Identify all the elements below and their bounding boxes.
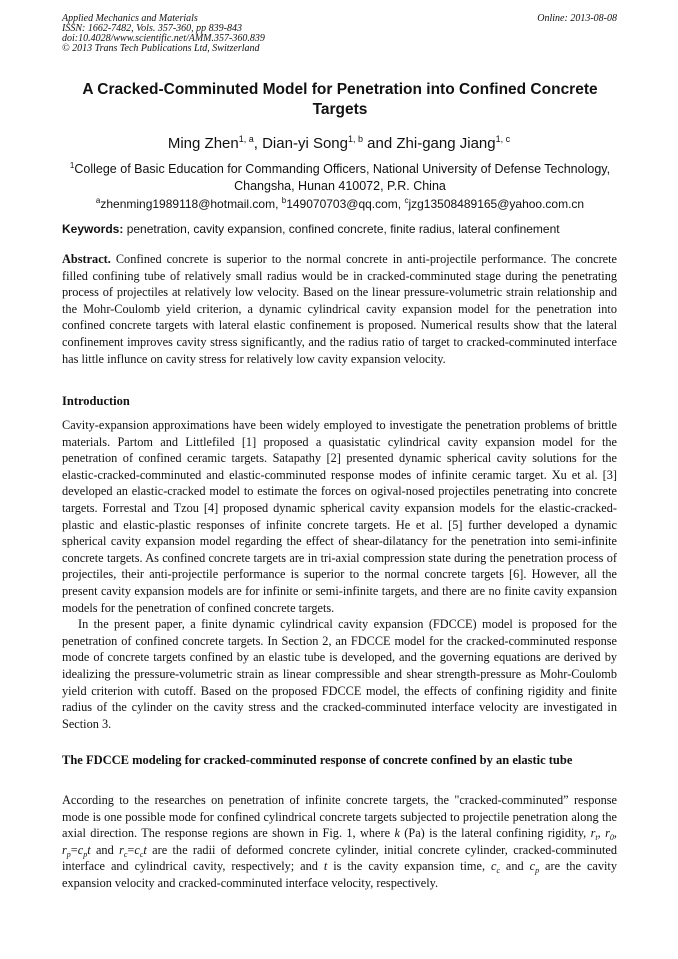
- symbol-rt: $r_t$: [590, 826, 598, 843]
- keywords-label: Keywords:: [62, 222, 124, 236]
- paragraph: According to the researches on penetration of infinite concrete targets, the "cracked-comminuted” response mode is one possible mode for confined cylindrical concrete targets subjected to projectile penetration along the axial direction. The response regions are shown in Fig. 1, where k (Pa) is the lateral confining rigidity, $r_t$, $r_0$, $r_p=c_pt$ and $r_c=c_ct$ are the radii of deformed concrete cylinder, initial concrete cylinder, cracked-comminuted interface and cylindrical cavity, respectively; and t is the cavity expansion time, $c_c$ and $c_p$ are the cavity expansion velocity and cracked-comminuted interface velocity, respectively.: [62, 793, 617, 890]
- text-run: According to the researches on penetration of infinite concrete targets, the "cracked-comminuted” response mode is one possible mode for confined cylindrical concrete targets subjected to projectile penetration along the axial direction. The response regions are shown in Fig. 1, where: [62, 793, 617, 841]
- email-sup: c: [404, 196, 409, 205]
- symbol-cc: $c_c$: [490, 859, 500, 876]
- symbol-cpt: $c_pt$: [77, 842, 91, 859]
- email-sup: b: [281, 196, 287, 205]
- text-run: (Pa) is the lateral confining rigidity,: [399, 826, 591, 841]
- email-link[interactable]: 149070703@qq.com,: [286, 197, 405, 211]
- author-list: [0, 130, 678, 153]
- author-name: Zhi-gang Jiang: [396, 135, 496, 152]
- keywords-text: penetration, cavity expansion, confined concrete, finite radius, lateral confinement: [123, 222, 560, 236]
- author-name: Dian-yi Song: [262, 135, 348, 152]
- symbol-t: t: [323, 859, 328, 874]
- symbol-k: k: [394, 826, 400, 841]
- text-run: are the cavity expansion velocity and cracked-comminuted interface velocity, respectively.: [62, 859, 617, 890]
- journal-name: Applied Mechanics and Materials: [62, 13, 198, 24]
- section-heading-introduction: Introduction: [62, 394, 130, 408]
- section-heading-fdcce: The FDCCE modeling for cracked-comminuted response of concrete confined by an elastic tube: [62, 753, 573, 767]
- author-sup: 1, a: [238, 134, 254, 144]
- affiliation: [60, 157, 620, 195]
- affiliation-line: Changsha, Hunan 410072, P.R. China: [234, 179, 446, 193]
- section-fdcce-body: [62, 792, 617, 892]
- introduction-body: [62, 417, 617, 732]
- keywords: [62, 221, 617, 237]
- abstract-text: Confined concrete is superior to the normal concrete in anti-projectile performance. The concrete filled confining tube of relatively small radius would be in cracked-comminuted stage during the penetrating process of projectiles at relatively low velocity. Based on the linear pressure-volumetric strain relationship and the Mohr-Coulomb yield criterion, a dynamic cylindrical cavity expansion model for the penetration into confined concrete targets with lateral elastic confinement is proposed. Numerical results show that the lateral confinement improves cavity stress significantly, and the radius ratio of target to cracked-comminuted interface has little influnce on cavity stress for relatively low cavity expansion velocity.: [62, 252, 617, 366]
- paragraph: Cavity-expansion approximations have been widely employed to investigate the penetration problems of brittle materials. Partom and Littlefiled [1] proposed a quasistatic cylindrical cavity expansion model for the penetration of confined ceramic targets. Satapathy [2] presented dynamic spherical cavity solutions for the elastic-cracked-comminuted and elastic-comminuted response modes of infinite ceramic target. Xu et al. [3] developed an elastic-cracked model to estimate the forces on ogival-nosed projectiles penetrating into concrete targets. Forrestal and Tzou [4] proposed dynamic spherical cavity expansion models for the elastic-cracked-plastic and elastic-plastic responses of infinite concrete targets. He et al. [5] further developed a dynamic spherical cavity expansion model regarding the effect of shear-dilatancy for the penetration into semi-infinite concrete targets. As confined concrete targets are in tri-axial compression state during the penetration process of projectiles, their anti-projectile performance is superior to the normal concrete targets [6]. However, all the present cavity expansion models are for infinite or semi-infinite targets, and there are no finite cavity expansion models for the penetration of confined concrete targets.: [62, 418, 617, 615]
- author-separator: and: [363, 135, 397, 152]
- author-sup: 1, b: [347, 134, 363, 144]
- abstract: [62, 251, 617, 367]
- affiliation-sup: 1: [69, 161, 75, 170]
- email-sup: a: [95, 196, 101, 205]
- email-link[interactable]: jzg13508489165@yahoo.com.cn: [408, 197, 585, 211]
- abstract-label: Abstract.: [62, 252, 111, 266]
- affiliation-line: [60, 157, 620, 178]
- author-separator: ,: [253, 135, 263, 152]
- symbol-rc: $r_c$: [119, 842, 128, 859]
- paragraph: In the present paper, a finite dynamic cylindrical cavity expansion (FDCCE) model is proposed for the penetration of confined concrete targets. In Section 2, an FDCCE model for the cracked-comminuted response mode of concrete targets confined by an elastic tube is developed, and the governing equations are derived by idealizing the pressure-volumetric strain as linear compressible and shear strength-pressure as Mohr-Coulomb yield criterion with cutoff. Based on the proposed FDCCE model, the effects of confining rigidity and finite radius of the cylinder on the cavity stress and the cracked-comminuted interface velocity are investigated in Section 3.: [62, 617, 617, 731]
- online-date: Online: 2013-08-08: [537, 13, 617, 24]
- email-list: [60, 193, 620, 212]
- journal-copyright: © 2013 Trans Tech Publications Ltd, Switzerland: [62, 43, 260, 54]
- journal-doi: doi:10.4028/www.scientific.net/AMM.357-360.839: [62, 33, 265, 44]
- text-run: is the cavity expansion time,: [327, 859, 491, 874]
- affiliation-text: College of Basic Education for Commanding Officers, National University of Defense Technology,: [74, 162, 611, 176]
- symbol-rp: $r_p$: [62, 842, 71, 859]
- email-link[interactable]: zhenming1989118@hotmail.com,: [100, 197, 282, 211]
- symbol-cct: $c_ct$: [134, 842, 147, 859]
- journal-issn: ISSN: 1662-7482, Vols. 357-360, pp 839-843: [62, 23, 242, 34]
- author-sup: 1, c: [495, 134, 511, 144]
- symbol-cp: $c_p$: [529, 859, 540, 876]
- text-run: are the radii of deformed concrete cylinder, initial concrete cylinder, cracked-comminuted interface and cylindrical cavity, respectively; and: [62, 842, 617, 874]
- author-name: Ming Zhen: [167, 135, 239, 152]
- paper-title: A Cracked-Comminuted Model for Penetration into Confined Concrete Targets: [82, 81, 598, 118]
- journal-header: [62, 14, 617, 54]
- symbol-r0: $r_0$: [605, 826, 614, 843]
